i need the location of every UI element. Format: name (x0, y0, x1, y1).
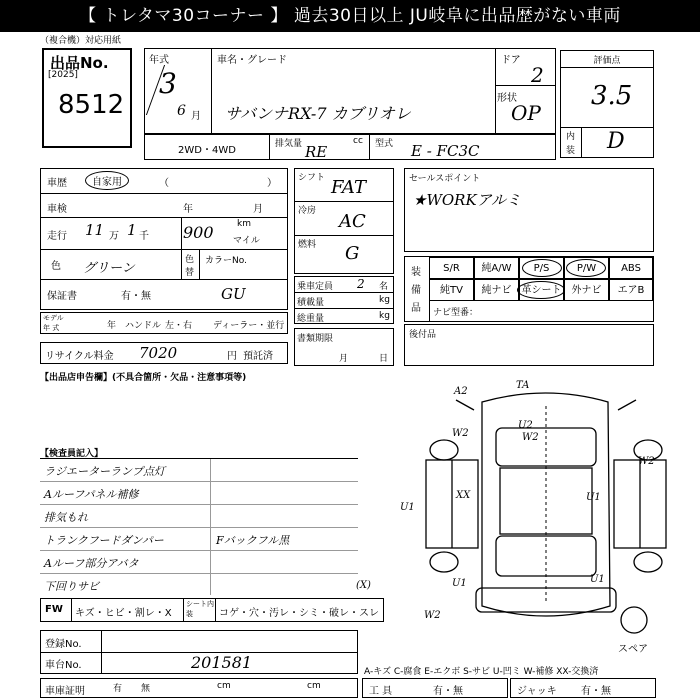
model-row-label-top: モデル (43, 314, 64, 322)
recycle-value: 7020 (139, 344, 178, 362)
score-value: 3.5 (591, 81, 633, 111)
interior-value: D (607, 129, 625, 154)
drive-row (144, 134, 556, 160)
cert-unit-2: cm (307, 681, 321, 691)
score-label: 評価点 (593, 56, 621, 66)
equip-abs: ABS (609, 257, 653, 279)
car-name-value: サバンナRX-7 カブリオレ (225, 104, 411, 123)
equip-leather-seat: 革シート (519, 279, 564, 301)
chassis-label: 車台No. (45, 660, 82, 671)
sales-point-box (404, 168, 654, 252)
history-label: 車歴 (47, 178, 67, 189)
equip-sunroof: S/R (429, 257, 474, 279)
model-year-label: 年式 (149, 55, 169, 66)
navi-model-label: ナビ型番： (433, 308, 479, 318)
lot-label: 出品No. (50, 54, 109, 72)
docs-deadline-label: 書類期限 (297, 334, 334, 344)
equip-genuine-aw: 純A/W (474, 257, 519, 279)
gross-unit: kg (379, 311, 390, 321)
mileage-sen-unit: 千 (139, 231, 149, 242)
seat-items: コゲ・穴・汚レ・シミ・破レ・スレ (219, 608, 379, 619)
shape-value: OP (511, 101, 541, 125)
aircon-value: AC (339, 211, 366, 232)
cert-label: 車庫証明 (45, 686, 85, 697)
mark-u1-bottom-right: U1 (590, 574, 605, 585)
jack-box (510, 678, 656, 698)
inspector-note-3: 排気もれ (44, 511, 88, 524)
model-type-label: 型式 (375, 139, 394, 149)
mileage-sen: 1 (127, 221, 137, 239)
sales-point-value: ★WORKアルミ (413, 191, 522, 209)
mark-w2-top: W2 (522, 432, 539, 443)
aircon-label: 冷房 (298, 206, 317, 216)
seat-label: シート内装 (186, 600, 214, 618)
fw-label: FW (45, 604, 63, 615)
registration-box (40, 630, 358, 674)
shift-label: シフト (298, 173, 326, 183)
interior-label-top: 内 (566, 132, 576, 142)
mileage-label: 走行 (47, 231, 67, 242)
repaint-label-bottom: 替 (185, 268, 195, 278)
color-no-label: カラーNo. (205, 256, 247, 266)
warranty-label: 保証書 (47, 291, 77, 302)
lot-number: 8512 (58, 90, 125, 120)
detail-table (40, 168, 288, 310)
equip-genuine-navi: 純ナビ (474, 279, 519, 301)
car-damage-diagram (396, 376, 688, 640)
docs-deadline-day-unit: 日 (379, 354, 389, 364)
car-name-label: 車名・グレード (217, 55, 287, 66)
color-code-value: GU (221, 285, 246, 303)
vehicle-info-block (144, 48, 556, 134)
mark-ta: TA (516, 380, 530, 391)
cert-unit-1: cm (217, 681, 231, 691)
drive-label: 2WD・4WD (178, 145, 236, 156)
fuel-label: 燃料 (298, 240, 317, 250)
model-row-year-unit: 年 (107, 321, 117, 331)
inspector-note-5: Aルーフ部分アバタ (44, 557, 139, 570)
displacement-value: RE (305, 143, 328, 161)
load-unit: kg (379, 295, 390, 305)
equip-ps: P/S (519, 257, 564, 279)
mark-u2: U2 (518, 420, 533, 431)
inspection-month-unit: 月 (253, 204, 263, 215)
inspector-note-6: 下回りサビ (44, 580, 99, 593)
model-year-value: 3 (159, 67, 177, 100)
inspection-year-unit: 年 (183, 204, 193, 215)
recycle-unit: 円 (227, 351, 237, 362)
mark-w2-right: W2 (638, 456, 655, 467)
mileage-value: 900 (183, 223, 214, 242)
equip-genuine-tv: 純TV (429, 279, 474, 301)
load-label: 積載量 (297, 298, 325, 308)
mileage-man-unit: 万 (109, 231, 119, 242)
history-paren-close: ） (267, 178, 277, 189)
inspector-note-4: トランクフードダンパー (44, 534, 164, 547)
mark-w2-left: W2 (452, 428, 469, 439)
mark-u1-left: U1 (400, 502, 415, 513)
score-box (560, 50, 654, 158)
docs-deadline-unit: 月 (339, 354, 349, 364)
recycle-label: リサイクル料金 (45, 351, 114, 362)
mileage-man: 11 (85, 221, 105, 239)
tools-options: 有・無 (433, 686, 463, 697)
equip-external-navi: 外ナビ (564, 279, 609, 301)
spec-column (294, 168, 394, 274)
jack-label: ジャッキ (517, 686, 557, 697)
model-row (40, 312, 288, 334)
mark-xx: XX (456, 490, 471, 501)
ps-circle (522, 259, 562, 277)
inspector-title: 【検査員記入】 (40, 449, 104, 459)
recycle-row (40, 342, 288, 364)
equipment-box (404, 256, 654, 322)
capacity-label: 乗車定員 (297, 282, 334, 292)
sales-point-label: セールスポイント (409, 174, 481, 184)
docs-deadline-box (294, 328, 394, 366)
repaint-label-top: 色 (185, 255, 195, 265)
corner-banner: 【 トレタマ30コーナー 】 過去30日以上 JU岐阜に出品歴がない車両 (0, 0, 700, 32)
after-install-box (404, 324, 654, 366)
form-header-note: （複合機）対応用紙 (40, 36, 122, 46)
interior-label-bottom: 装 (566, 146, 576, 156)
dealer-label: ディーラー・並行 (213, 321, 285, 331)
model-type-value: E - FC3C (411, 142, 480, 160)
fuel-value: G (345, 243, 360, 264)
damage-legend: A-キズ C-腐食 E-エクボ S-サビ U-凹ミ W-補修 XX-交換済 (364, 667, 599, 677)
chassis-value: 201581 (191, 653, 253, 672)
equip-airbag: エアB (609, 279, 653, 301)
displacement-label: 排気量 (275, 139, 303, 149)
history-paren-open: （ (159, 178, 169, 189)
equipment-label-2: 備 (411, 285, 421, 296)
lot-stamp: [2025] (48, 70, 78, 80)
pw-circle (566, 259, 606, 277)
mark-u1-right: U1 (586, 492, 601, 503)
doors-value: 2 (531, 63, 544, 87)
model-row-label-bottom: 年 式 (43, 324, 60, 332)
tools-box (362, 678, 508, 698)
tools-label: 工 具 (369, 686, 393, 697)
lot-box (42, 48, 132, 148)
capacity-value: 2 (357, 277, 365, 291)
capacity-unit: 名 (379, 282, 389, 292)
model-month-value: 6 (177, 103, 186, 119)
handle-options: 左・右 (165, 321, 193, 331)
displacement-unit: cc (353, 136, 363, 146)
warranty-options: 有・無 (121, 291, 151, 302)
registration-label: 登録No. (45, 639, 82, 650)
leather-seat-circle (517, 281, 565, 299)
recycle-note: 預託済 (243, 351, 273, 362)
notes-title: 【出品店申告欄】(不具合箇所・欠品・注意事項等) (40, 373, 247, 383)
doors-label: ドア (501, 55, 521, 66)
fw-row (40, 598, 384, 622)
color-value: グリーン (83, 261, 135, 276)
spare-label: スペア (618, 644, 648, 655)
fw-items: キズ・ヒビ・割レ・X (75, 608, 172, 619)
jack-options: 有・無 (581, 686, 611, 697)
mark-u1-bottom-left: U1 (452, 578, 467, 589)
handle-label: ハンドル (125, 321, 162, 331)
mileage-km-unit: km (237, 219, 251, 229)
gross-label: 総重量 (297, 314, 325, 324)
inspector-note-right: Fバックフル黒 (216, 534, 290, 547)
cert-option-no: 無 (141, 684, 151, 694)
equipment-label-3: 品 (411, 303, 421, 314)
mark-w2-bottom: W2 (424, 610, 441, 621)
history-value: 自家用 (85, 171, 129, 190)
cert-option-yes: 有 (113, 684, 123, 694)
shape-label: 形状 (497, 93, 517, 104)
inspector-note-1: ラジエーターランプ点灯 (44, 465, 165, 478)
inspection-label: 車検 (47, 204, 67, 215)
mileage-mile-unit: マイル (233, 236, 260, 246)
color-label: 色 (51, 261, 61, 272)
capacity-box (294, 276, 394, 324)
shift-value: FAT (331, 177, 366, 198)
inspector-note-2: Aルーフパネル補修 (44, 488, 139, 501)
model-month-unit: 月 (191, 111, 201, 122)
mark-a2: A2 (454, 386, 468, 397)
mark-x: (X) (356, 580, 371, 591)
after-install-label: 後付品 (409, 330, 437, 340)
cert-row (40, 678, 358, 698)
equip-pw: P/W (564, 257, 609, 279)
equipment-label-1: 装 (411, 267, 421, 278)
inspector-notes-area (40, 458, 358, 594)
